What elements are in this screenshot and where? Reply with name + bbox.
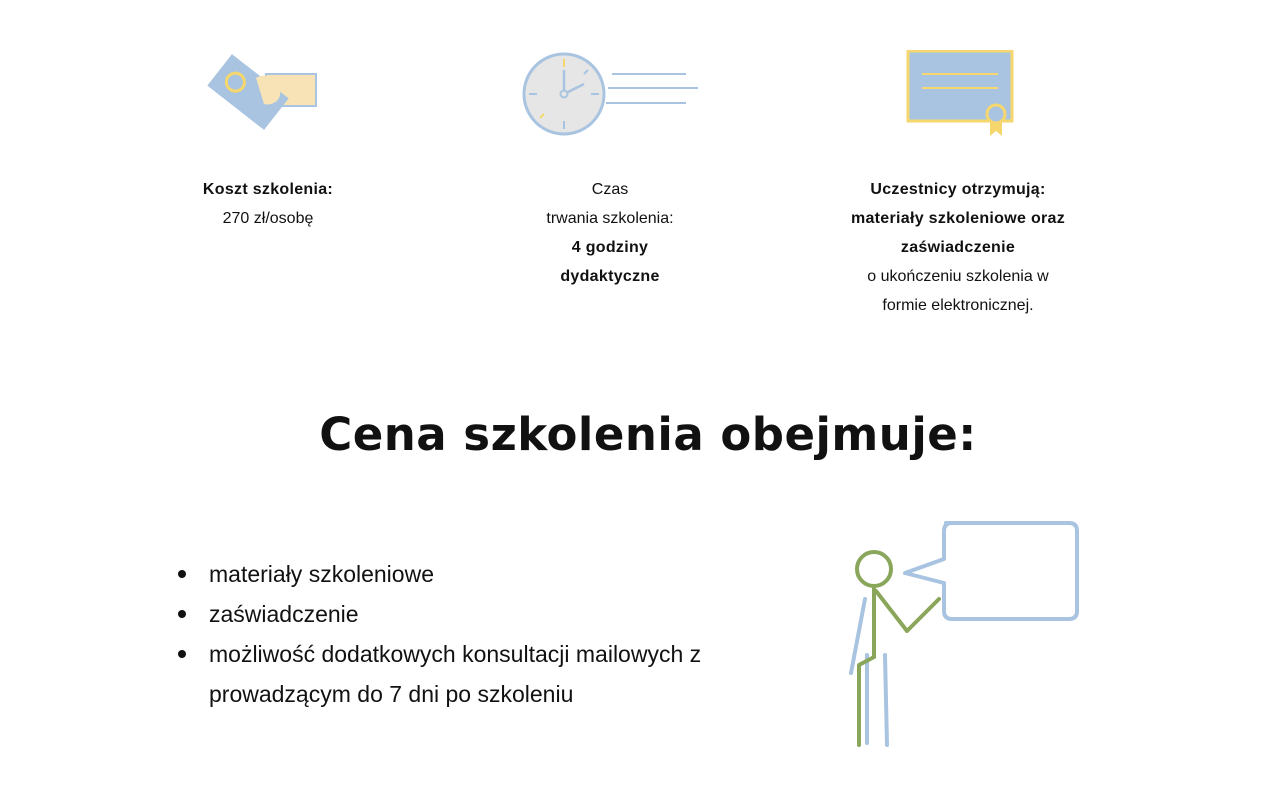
participants-note-line2: formie elektronicznej. — [882, 297, 1034, 314]
price-includes-heading: Cena szkolenia obejmuje: — [319, 408, 977, 461]
duration-value-line1: 4 godziny — [571, 239, 649, 256]
clock-icon — [520, 50, 700, 138]
cost-info — [148, 175, 388, 233]
presenter-icon — [845, 515, 1085, 755]
price-includes-list — [176, 554, 796, 714]
duration-label-line1: Czas — [591, 181, 629, 198]
list-item: zaświadczenie — [176, 594, 796, 634]
cost-label: Koszt szkolenia: — [202, 181, 334, 198]
money-hand-icon — [200, 48, 324, 138]
participants-info — [820, 175, 1096, 320]
participants-materials: materiały szkoleniowe oraz — [850, 210, 1066, 227]
participants-note-line1: o ukończeniu szkolenia w — [867, 268, 1049, 285]
duration-info — [490, 175, 730, 291]
duration-label-line2: trwania szkolenia: — [546, 210, 674, 227]
list-item: materiały szkoleniowe — [176, 554, 796, 594]
duration-value-line2: dydaktyczne — [560, 268, 660, 285]
list-item: możliwość dodatkowych konsultacji mailowych z prowadzącym do 7 dni po szkoleniu — [176, 634, 796, 714]
participants-certificate: zaświadczenie — [900, 239, 1016, 256]
cost-value: 270 zł/osobę — [222, 210, 314, 227]
participants-label: Uczestnicy otrzymują: — [870, 181, 1046, 198]
certificate-icon — [906, 50, 1016, 140]
